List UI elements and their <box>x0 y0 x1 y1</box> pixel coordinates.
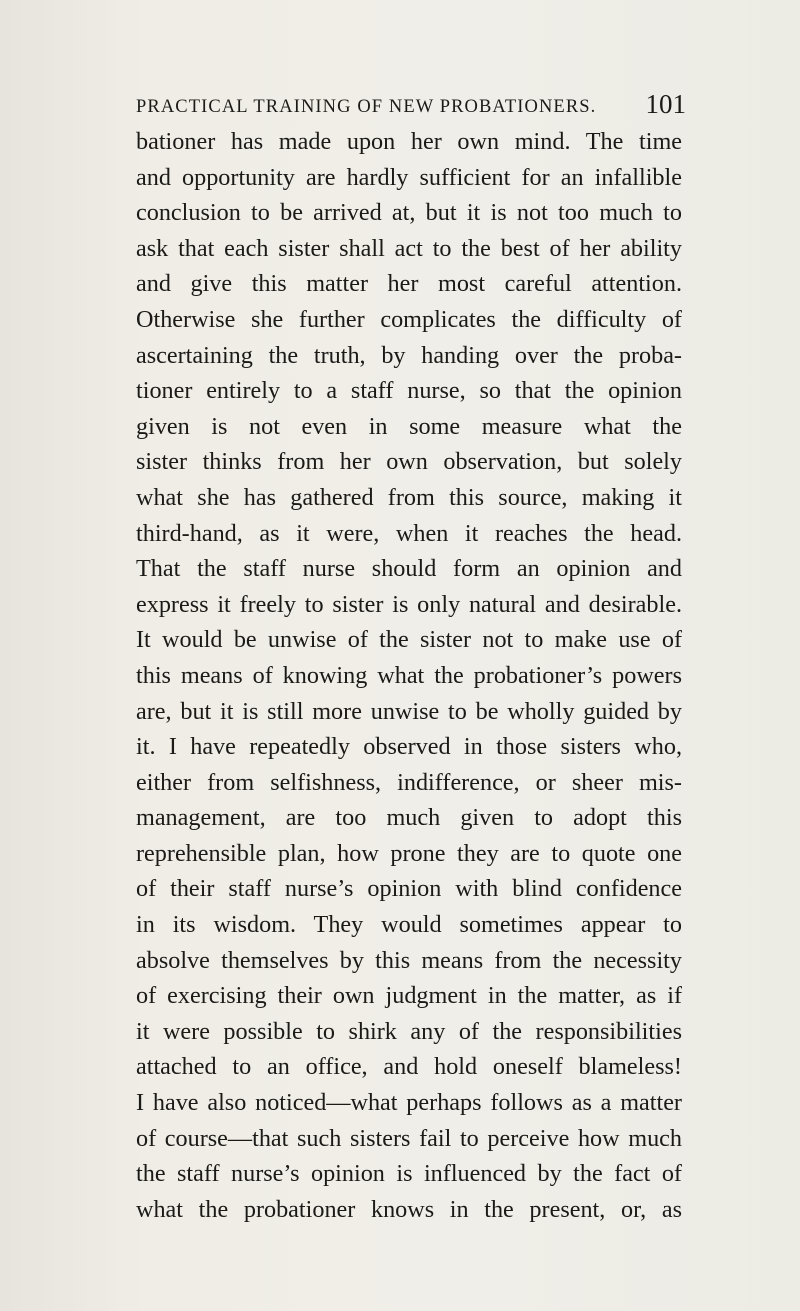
text-line: Otherwise she further complicates the difficulty of <box>136 305 682 333</box>
text-line: what the probationer knows in the present, or, as <box>136 1195 682 1223</box>
text-line: absolve themselves by this means from the necessity <box>136 946 682 974</box>
text-line: reprehensible plan, how prone they are to quote one <box>136 839 682 867</box>
page-number: 101 <box>645 89 686 119</box>
text-line: of course—that such sisters fail to perceive how much <box>136 1124 682 1152</box>
text-line: this means of knowing what the probationer’s powers <box>136 661 682 689</box>
text-line: bationer has made upon her own mind. The time <box>136 128 682 155</box>
text-line: of exercising their own judgment in the matter, as if <box>136 982 682 1010</box>
text-line: attached to an office, and hold oneself blameless! <box>136 1053 682 1081</box>
text-line: it were possible to shirk any of the responsibilities <box>136 1017 682 1045</box>
text-line: and opportunity are hardly sufficient for an infallible <box>136 163 682 191</box>
running-title: PRACTICAL TRAINING OF NEW PROBATIONERS. <box>136 97 597 117</box>
text-line: it. I have repeatedly observed in those sisters who, <box>136 733 682 761</box>
text-line: conclusion to be arrived at, but it is not too much to <box>136 199 682 227</box>
text-line: express it freely to sister is only natural and desirable. <box>136 590 682 618</box>
body-text <box>136 124 682 1227</box>
running-head <box>136 88 686 118</box>
text-line: That the staff nurse should form an opinion and <box>136 555 682 583</box>
text-line: It would be unwise of the sister not to make use of <box>136 626 682 654</box>
text-line: tioner entirely to a staff nurse, so that the opinion <box>136 377 682 405</box>
text-line: ask that each sister shall act to the best of her ability <box>136 234 682 262</box>
text-line: the staff nurse’s opinion is influenced by the fact of <box>136 1160 682 1188</box>
text-line: management, are too much given to adopt this <box>136 804 682 832</box>
text-line: what she has gathered from this source, making it <box>136 483 682 511</box>
text-line: third-hand, as it were, when it reaches the head. <box>136 519 682 547</box>
text-line: and give this matter her most careful attention. <box>136 270 682 298</box>
text-line: are, but it is still more unwise to be wholly guided by <box>136 697 682 725</box>
text-line: I have also noticed—what perhaps follows as a matter <box>136 1089 682 1117</box>
text-line: of their staff nurse’s opinion with blind confidence <box>136 875 682 903</box>
text-line: sister thinks from her own observation, but solely <box>136 448 682 476</box>
text-line: given is not even in some measure what the <box>136 412 682 440</box>
text-line: either from selfishness, indifference, or sheer mis- <box>136 768 682 796</box>
text-line: in its wisdom. They would sometimes appear to <box>136 911 682 939</box>
text-line: ascertaining the truth, by handing over the proba- <box>136 341 682 369</box>
